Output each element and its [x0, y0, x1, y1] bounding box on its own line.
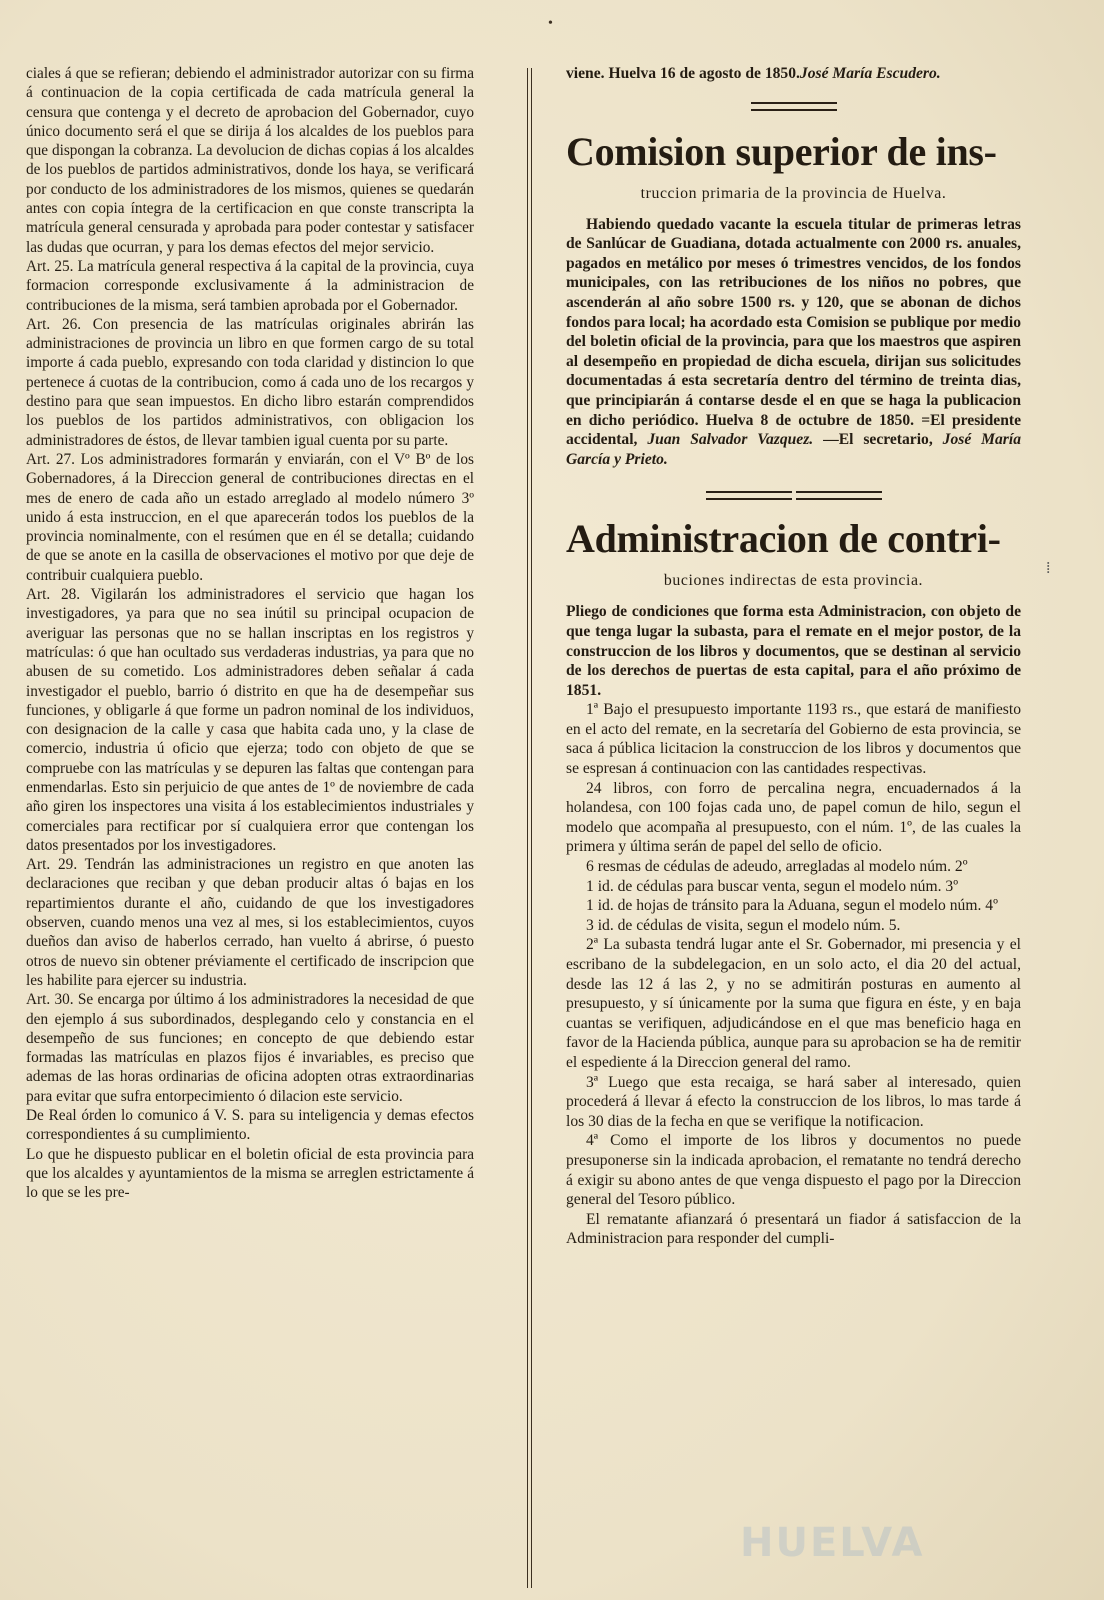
- subheading-administracion: buciones indirectas de esta provincia.: [663, 572, 924, 590]
- item-resmas: 6 resmas de cédulas de adeudo, arregladas al modelo núm. 2º: [586, 858, 968, 876]
- publication-paragraph: Lo que he dispuesto publicar en el boletin oficial de esta provincia para que los alcaldes y ayuntamientos de la misma se arreglen estrictamente á lo que se les pre-: [26, 1145, 474, 1202]
- article-30: Art. 30. Se encarga por último á los administradores la necesidad de que den ejemplo á sus subordinados, desplegando celo y constancia en el desempeño de sus funciones; en concepto de que debiendo estar formadas las matrículas en plazos fijos é invariables, es preciso que ademas de las horas ordinarias de oficina adopten otras extraordinarias para evitar que sufra entorpecimiento ó dilacion este servicio.: [26, 991, 474, 1105]
- comision-notice-text: Habiendo quedado vacante la escuela titular de primeras letras de Sanlúcar de Guadiana, dotada actualmente con 2000 rs. anuales, pagados en metálico por meses ó trimestres vencidos, de los fondos municipales, con las retribuciones de los niños no pobres, que ascenderán al año sobre 1500 rs. y 120, que se abonan de dichos fondos para local; ha acordado esta Comision se publique por medio del boletin oficial de la provincia, para que los maestros que aspiren al desempeño en propiedad de dicha escuela, dirijan sus solicitudes documentadas á esta secretaría dentro del término de treinta dias, que principiarán á contarse desde el en que se haga la publicacion en dicho periódico. Huelva 8 de octubre de 1850. =El presidente accidental,: [566, 215, 1021, 449]
- column-rule: [527, 68, 528, 1588]
- subheading-comision: truccion primaria de la provincia de Huelva.: [640, 184, 947, 202]
- double-separator: [566, 491, 1021, 500]
- condition-4: 4ª Como el importe de los libros y documentos no puede presuponerse sin la indicada aprobacion, el rematante no tendrá derecho á exigir su abono antes de que venga dispuesto el pago por la Direccion general del Tesoro público.: [566, 1132, 1021, 1209]
- pliego-paragraph: Pliego de condiciones que forma esta Administracion, con objeto de que tenga lugar la subasta, para el remate en el mejor postor, de la construccion de los libros y documentos, que se destinan al servicio de los derechos de puertas de esta capital, para el año próximo de 1851.: [566, 603, 1021, 699]
- article-29: Art. 29. Tendrán las administraciones un registro en que anoten las declaraciones que reciban y que deban producir altas ó bajas en los repartimientos durante el año, cuidando de que los investigadores observen, cuando menos una vez al mes, si los establecimientos, cuyos dueños dan aviso de haberlos cerrado, han vuelto á abrirse, ó puesto otros de nuevo sin obtener préviamente el certificado de inscripcion que les habilite para ejercer su industria.: [26, 856, 474, 989]
- item-cedulas-visita: 3 id. de cédulas de visita, segun el modelo núm. 5.: [586, 916, 901, 934]
- condition-3: 3ª Luego que esta recaiga, se hará saber al interesado, quien procederá á llevar á efecto la construccion de los libros, lo mas tarde á los 30 dias de la fecha en que se verifique la notificacion.: [566, 1073, 1021, 1130]
- heading-comision: Comision superior de ins-: [566, 128, 997, 174]
- separator-rule: [566, 102, 1021, 111]
- secretary-name: José María García y Prieto.: [566, 431, 1022, 468]
- item-hojas-transito: 1 id. de hojas de tránsito para la Aduana, segun el modelo núm. 4º: [586, 897, 998, 915]
- article-26: Art. 26. Con presencia de las matrículas originales abrirán las administraciones de provincia un libro en que formen cargo de su total importe á cada pueblo, expresando con toda claridad y distincion lo que pertenece á cuotas de la contribucion, como á cada uno de los recargos y destino para que sean impuestos. En dicho libro estarán comprendidos los pueblos de los partidos administrativos, con obligacion los administradores de éstos, de llevar tambien igual cuenta por su parte.: [26, 315, 474, 449]
- article-28: Art. 28. Vigilarán los administradores el servicio que hagan los investigadores, ya para que no sea inútil su principal ocupacion de averiguar las personas que no se hallan inscriptas en los registros y matrículas: ó que han ocultado sus verdaderas industrias, ya para que no abusen de su cometido. Los administradores deben señalar á cada investigador el pueblo, barrio ó distrito en que ha de desempeñar sus funciones, y obligarle á que forme un padron nominal de los individuos, con designacion de la calle y casa que habita cada uno, y la clase de comercio, industria ú oficio que ejerza; todo con objeto de que se compruebe con las matrículas y se depuren las faltas que contengan para enmendarlas. Esto sin perjuicio de que antes de 1º de noviembre de cada año giren los inspectores una visita á los establecimientos industriales y comerciales para rectificar por sí cualquiera error que contengan los datos presentados por los investigadores.: [26, 586, 474, 854]
- signature-escudero: José María Escudero.: [799, 65, 941, 82]
- margin-mark: ⁞: [1046, 560, 1051, 577]
- item-libros: 24 libros, con forro de percalina negra, encuadernados á la holandesa, con 100 fojas cada uno, de papel comun de hilo, segun el modelo que acompaña al presupuesto, con el núm. 1º, de las cuales la primera y última serán de papel del sello de oficio.: [566, 779, 1021, 856]
- article-27: Art. 27. Los administradores formarán y enviarán, con el Vº Bº de los Gobernadores, á la Direccion general de contribuciones directas en el mes de enero de cada año un estado arreglado al modelo número 3º unido á esta instruccion, en el que aparecerán todos los pueblos de la provincia nominalmente, con el resúmen que en él se detalla; cuidando de que se anote en la casilla de observaciones el motivo por que deje de contribuir cualquiera pueblo.: [26, 450, 474, 584]
- column-rule-thin: [531, 68, 532, 1588]
- continuation-date: viene. Huelva 16 de agosto de 1850.: [566, 65, 800, 82]
- condition-1: 1ª Bajo el presupuesto importante 1193 rs., que estará de manifiesto en el acto del remate, en la secretaría del Gobierno de esta provincia, se saca á pública licitacion la construccion de los libros y documentos que se espresan á continuacion con las cantidades respectivas.: [566, 701, 1021, 778]
- separator-bar-right: [796, 491, 882, 500]
- condition-5: El rematante afianzará ó presentará un fiador á satisfaccion de la Administracion para responder del cumpli-: [566, 1210, 1021, 1248]
- real-orden-paragraph: De Real órden lo comunico á V. S. para su inteligencia y demas efectos correspondientes á su cumplimiento.: [26, 1107, 474, 1144]
- comision-notice: [566, 215, 1021, 470]
- page-dot-ornament: •: [548, 16, 553, 31]
- condition-2: 2ª La subasta tendrá lugar ante el Sr. Gobernador, mi presencia y el escribano de la subdelegacion, en un solo acto, el dia 20 del actual, desde las 12 á las 2, y no se admitirán posturas en aumento al presupuesto, y sí únicamente por la suma que figura en éste, y en baja cuantas se verifiquen, adjudicándose en el que mas beneficio haga en favor de la Hacienda pública, aunque para su aprobacion se ha de remitir el espediente á la Direccion general del ramo.: [566, 936, 1021, 1071]
- intro-paragraph: ciales á que se refieran; debiendo el administrador autorizar con su firma á continuacion de la copia certificada de cada matrícula general la censura que contenga y el decreto de aprobacion del Gobernador, cuyo único documento será el que se dirija á los alcaldes de los pueblos para que dispongan la cobranza. La devolucion de dichas copias á los alcaldes de los pueblos de partidos administrativos, donde los haya, se verificará por conducto de los administradores de los mismos, quienes se quedarán antes con copia íntegra de la certificacion en que conste transcripta la matrícula general censurada y aprobada para poder contestar y satisfacer las dudas que ocurran, y para los demas efectos del mejor servicio.: [26, 65, 474, 256]
- continuation-text: [566, 64, 1021, 84]
- separator-bar: [751, 102, 837, 111]
- separator-bar-left: [706, 491, 792, 500]
- left-column: [26, 64, 474, 1203]
- article-25: Art. 25. La matrícula general respectiva á la capital de la provincia, cuya formacion corresponde exclusivamente á la administracion de contribuciones de la misma, será tambien aprobada por el Gobernador.: [26, 257, 474, 314]
- president-name: Juan Salvador Vazquez.: [647, 431, 814, 449]
- secretary-label: —El secretario,: [823, 431, 933, 449]
- heading-administracion: Administracion de contri-: [566, 516, 1001, 562]
- item-cedulas-venta: 1 id. de cédulas para buscar venta, segun el modelo núm. 3º: [586, 877, 959, 895]
- right-column: [566, 64, 1021, 1249]
- watermark: HUELVA: [740, 1520, 925, 1566]
